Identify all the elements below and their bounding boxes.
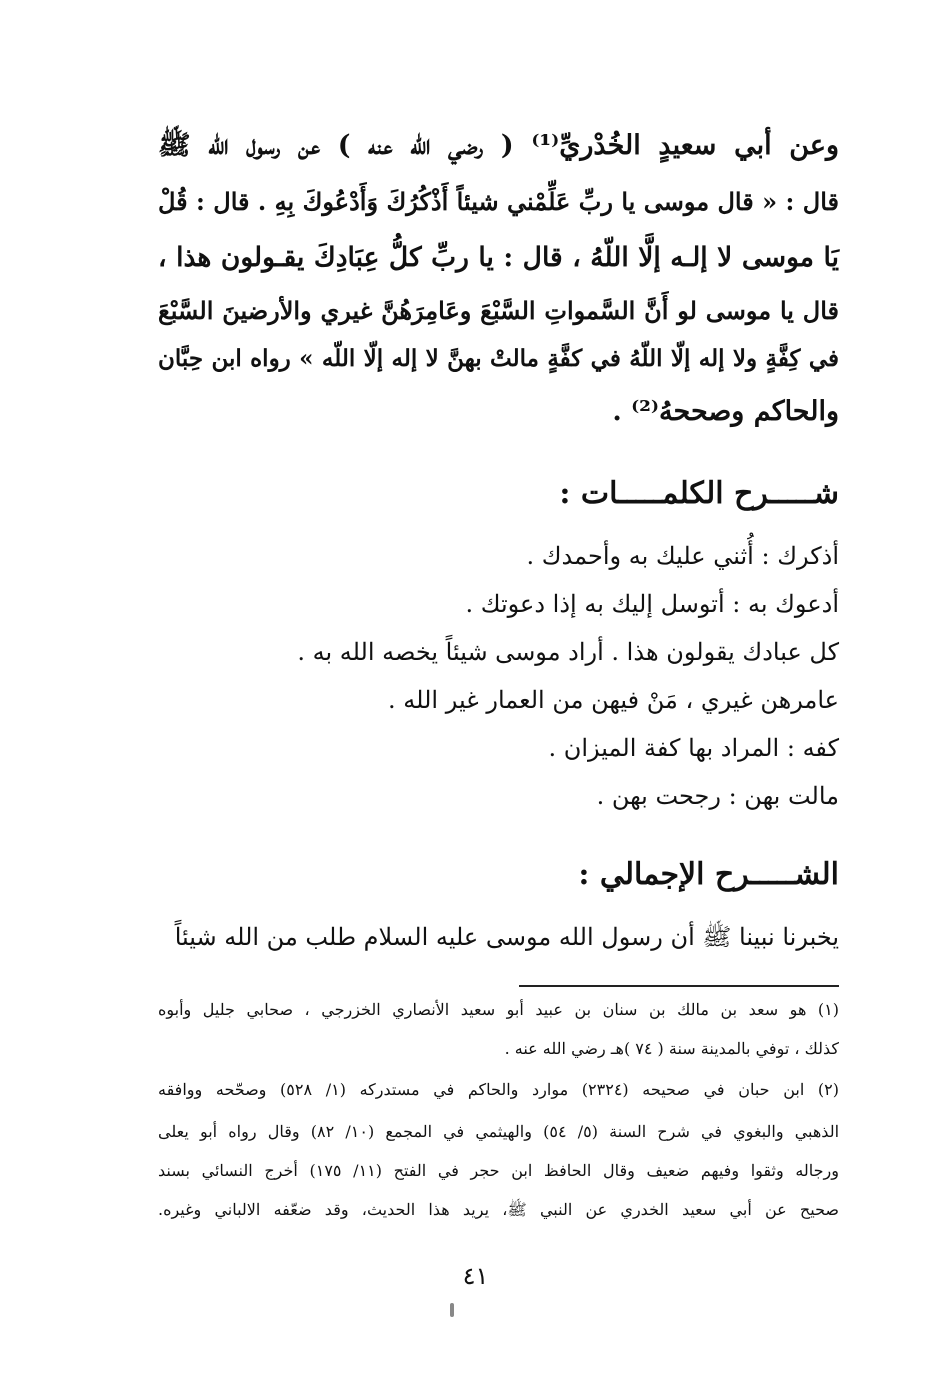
vocab-item: كفه : المراد بها كفة الميزان . — [548, 734, 839, 762]
footnote-line: الذهبي والبغوي في شرح السنة (٥/ ٥٤) والهيثمي في المجمع (١٠/ ٨٢) وقال رواه أبو يعلى — [158, 1122, 840, 1141]
page-number: ٤١ — [462, 1262, 489, 1290]
scan-mark — [450, 1303, 454, 1317]
hadith-line-4: قال يا موسى لو أَنَّ السَّمواتِ السَّبْعَ وعَامِرَهُنَّ غيري والأرضينَ السَّبْعَ — [158, 296, 839, 325]
vocab-heading: شـــــرح الكلمـــــات : — [559, 476, 839, 511]
vocab-item: أدعوك به : أتوسل إليك به إذا دعوتك . — [465, 590, 839, 618]
vocab-item: عامرهن غيري ، مَنْ فيهن من العمار غير الله . — [388, 686, 839, 714]
hadith-line-1: وعن أبي سعيدٍ الخُدْريِّ⁽¹⁾ ( رضي الله عنه ) عن رسول الله ﷺ — [158, 130, 839, 161]
footnote-line: ورجاله وثقوا وفيهم ضعيف وقال الحافظ ابن حجر في الفتح (١١/ ١٧٥) أخرج النسائي بسند — [158, 1161, 840, 1180]
footnote-line: صحيح عن أبي سعيد الخدري عن النبي ﷺ، يريد هذا الحديث، وقد ضعّفه الالباني وغيره. — [158, 1200, 839, 1219]
hadith-line-3: يَا موسى لا إلـه إلَّا اللّهُ ، قال : يا ربِّ كلُّ عِبَادِكَ يقـولون هذا ، — [158, 242, 839, 273]
footnote-divider — [519, 985, 839, 987]
hadith-line-5: في كِفَّةٍ ولا إله إلّا اللّهُ في كفَّةٍ مالتْ بهنَّ لا إله إلّا اللّه » رواه ابن حِبَّان — [158, 345, 839, 372]
footnote-line: (١) هو سعد بن مالك بن سنان بن عبيد أبو سعيد الأنصاري الخزرجي ، صحابي جليل وأبوه — [158, 1000, 839, 1019]
vocab-item: مالت بهن : رجحت بهن . — [596, 782, 839, 810]
footnote-line: كذلك ، توفي بالمدينة سنة ( ٧٤ )هـ رضي الله عنه . — [504, 1039, 839, 1058]
hadith-line-2: قال : « قال موسى يا ربِّ عَلِّمْني شيئاً أَذْكُرُكَ وَأَدْعُوكَ بِهِ . قال : قُلْ — [158, 187, 839, 216]
hadith-line-6: والحاكم وصححهُ⁽²⁾ . — [612, 396, 839, 427]
vocab-item: أذكرك : أُثني عليك به وأحمدك . — [526, 542, 839, 570]
general-heading: الشـــــرح الإجمالي : — [578, 857, 839, 892]
vocab-item: كل عبادك يقولون هذا . أراد موسى شيئاً يخصه الله به . — [297, 638, 839, 666]
footnote-line: (٢) ابن حبان في صحيحه (٢٣٢٤) موارد والحاكم في مستدركه (١/ ٥٢٨) وصحّحه ووافقه — [158, 1080, 840, 1099]
general-text: يخبرنا نبينا ﷺ أن رسول الله موسى عليه السلام طلب من الله شيئاً — [174, 923, 839, 951]
